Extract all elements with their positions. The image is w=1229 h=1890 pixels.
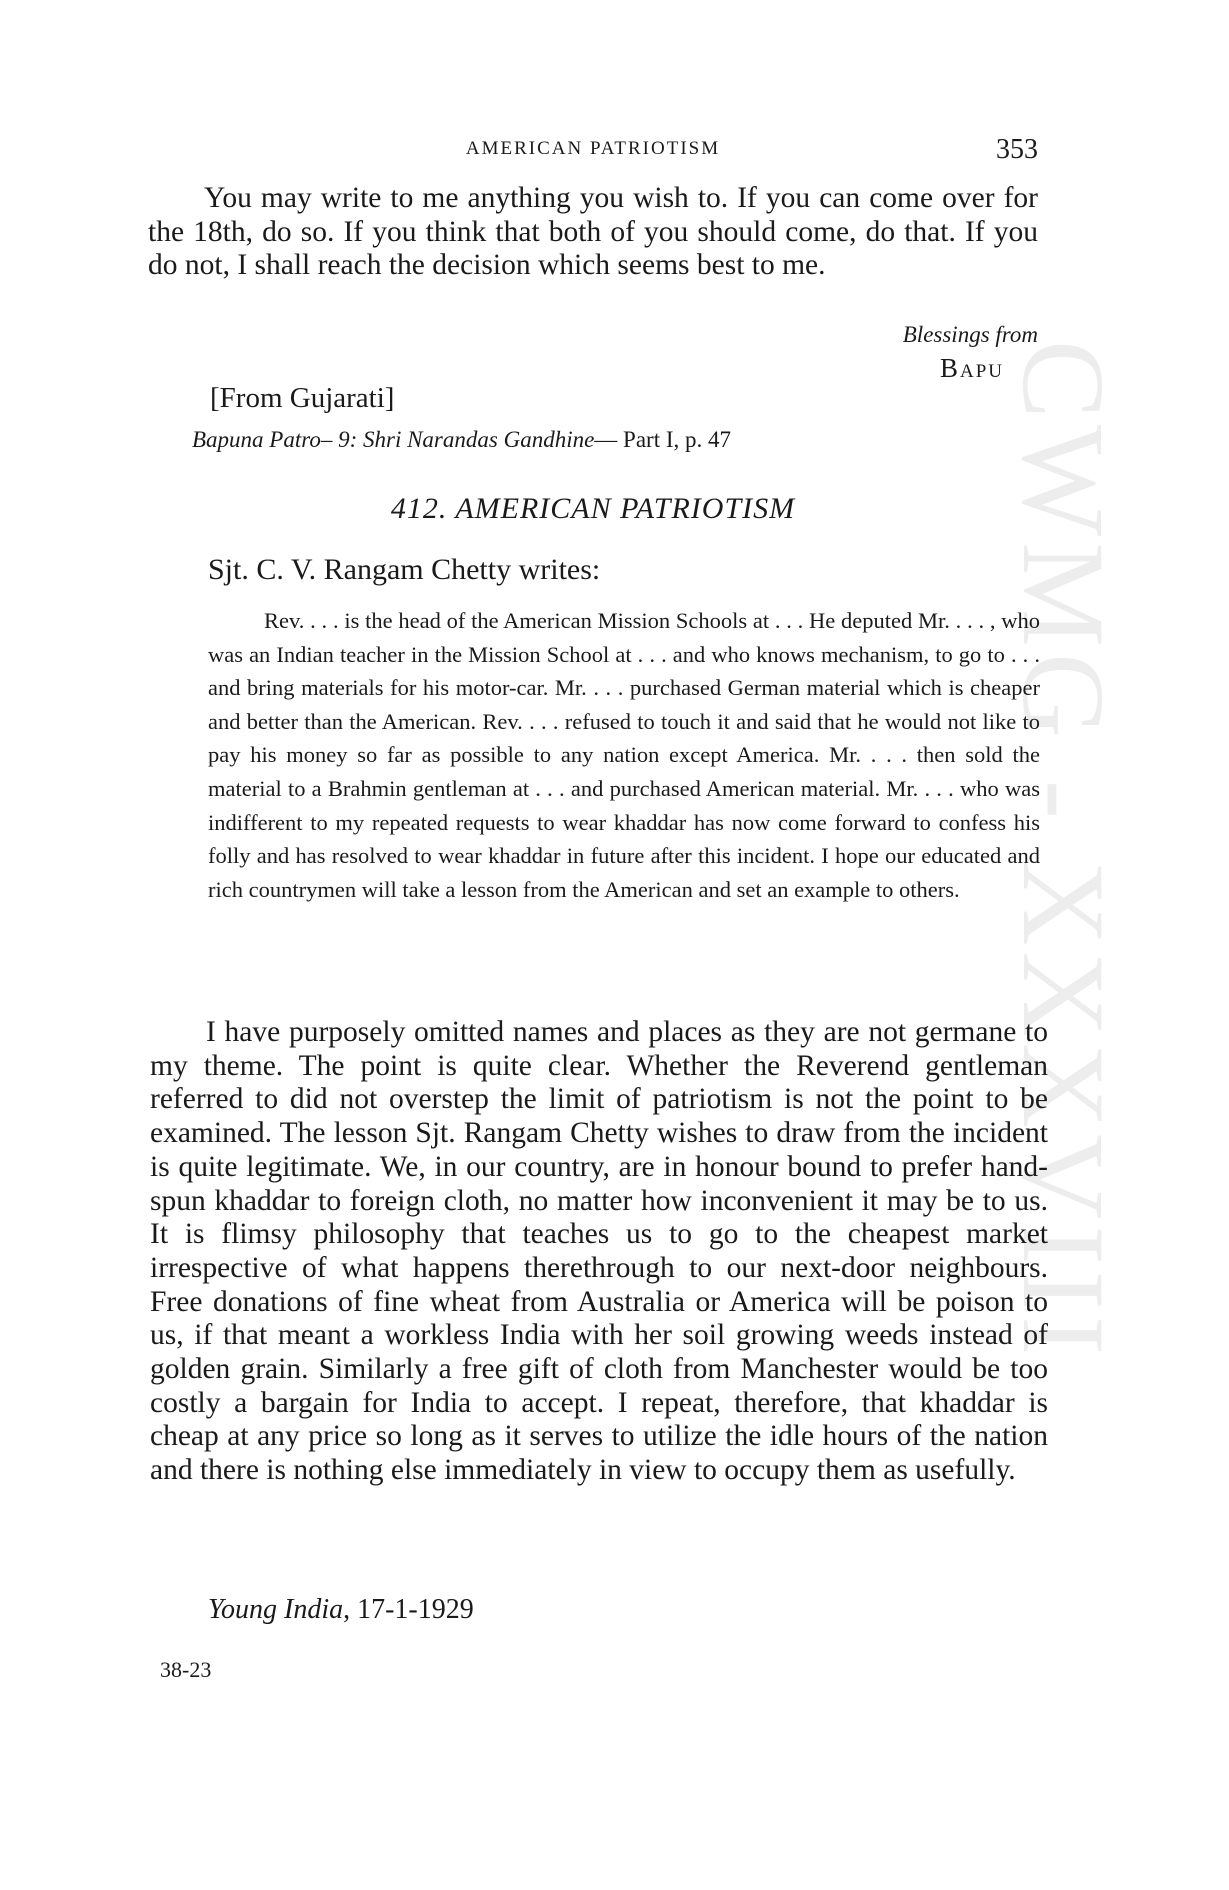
lead-paragraph: [148, 182, 1038, 283]
running-title: AMERICAN PATRIOTISM: [465, 138, 721, 159]
source-citation: [192, 427, 731, 453]
source-title: Bapuna Patro– 9: Shri Narandas Gandhine: [192, 427, 595, 452]
closing-block: [903, 320, 1038, 386]
watermark: CWMG - XXXVIII: [998, 340, 1129, 1362]
section-heading: 412. AMERICAN PATRIOTISM: [390, 492, 796, 525]
signature: Bapu: [939, 353, 1004, 383]
body-paragraph-text: I have purposely omitted names and places as they are not germane to my theme. The point is quite clear. Whether the Reverend gentleman referred to did not overstep the limit of patriotism is not the point to be examined. The lesson Sjt. Rangam Chetty wishes to draw from the incident is quite legitimate. We, in our country, are in honour bound to prefer hand-spun khaddar to foreign cloth, no matter how inconvenient it may be to us. It is flimsy philosophy that teaches us to go to the cheapest market irrespective of what happens therethrough to our next-door neighbours. Free donations of fine wheat from Australia or America will be poison to us, if that meant a workless India with her soil growing weeds instead of golden grain. Similarly a free gift of cloth from Manchester would be too costly a bargain for India to accept. I repeat, therefore, that khaddar is cheap at any price so long as it serves to utilize the idle hours of the nation and there is nothing else immediately in view to occupy them as usefully.: [150, 1016, 1048, 1487]
page-number: 353: [996, 134, 1038, 165]
body-paragraph: [150, 1016, 1048, 1488]
from-note: [From Gujarati]: [210, 382, 395, 414]
intro-line: Sjt. C. V. Rangam Chetty writes:: [208, 553, 601, 586]
publication-name: Young India: [208, 1594, 344, 1625]
source-ref: — Part I, p. 47: [594, 427, 732, 452]
lead-paragraph-text: You may write to me anything you wish to. If you can come over for the 18th, do so. If you think that both of you should come, do that. If you do not, I shall reach the decision which seems best to me.: [148, 182, 1038, 281]
publication-date: , 17-1-1929: [343, 1594, 474, 1625]
quoted-letter-text: Rev. . . . is the head of the American Mission Schools at . . . He deputed Mr. . . . , who was an Indian teacher in the Mission School at . . . and who knows mechanism, to go to . . . and bring materials for his motor-car. Mr. . . . purchased German material which is cheaper and better than the American. Rev. . . . refused to touch it and said that he would not like to pay his money so far as possible to any nation except America. Mr. . . . then sold the material to a Brahmin gentleman at . . . and purchased American material. Mr. . . . who was indifferent to my repeated requests to wear khaddar has now come forward to confess his folly and has resolved to wear khaddar in future after this incident. I hope our educated and rich countrymen will take a lesson from the American and set an example to others.: [208, 608, 1040, 902]
signoff: [208, 1594, 474, 1626]
footer-signature: 38-23: [160, 1657, 212, 1682]
running-head: [148, 134, 1038, 164]
quoted-letter: [208, 604, 1040, 906]
blessing-line: Blessings from: [902, 322, 1038, 347]
